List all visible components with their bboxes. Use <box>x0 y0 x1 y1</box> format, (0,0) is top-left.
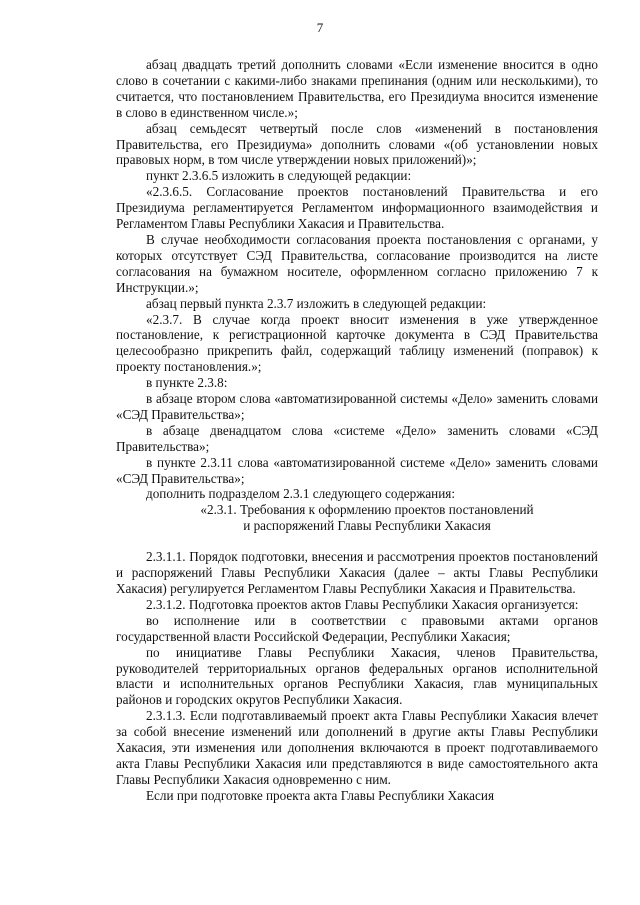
paragraph: абзац двадцать третий дополнить словами «Если изменение вносится в одно слово в сочетании с какими-либо знаками препинания (одним или несколькими), то считается, что постановлением Правительства, его Президиума вносится изменение в слово в единственном числе.»; <box>116 57 598 120</box>
paragraph: Если при подготовке проекта акта Главы Республики Хакасия <box>146 787 495 803</box>
paragraph: абзац первый пункта 2.3.7 изложить в следующей редакции: <box>146 295 487 311</box>
paragraph: в пункте 2.3.8: <box>146 375 228 391</box>
paragraph: в пункте 2.3.11 слова «автоматизированной системе «Дело» заменить словами «СЭД Правительства»; <box>116 454 598 486</box>
paragraph: абзац семьдесят четвертый после слов «изменений в постановления Правительства, его Президиума» дополнить словами «(об установлении новых правовых норм, в том числе утверждении новых приложений)»; <box>116 120 598 168</box>
paragraph: пункт 2.3.6.5 изложить в следующей редакции: <box>146 168 412 184</box>
page-number: 7 <box>316 20 324 35</box>
paragraph: во исполнение или в соответствии с правовыми актами органов государственной власти Российской Федерации, Республики Хакасия; <box>116 612 598 644</box>
section-heading-line: «2.3.1. Требования к оформлению проектов постановлений <box>200 502 534 518</box>
paragraph: «2.3.7. В случае когда проект вносит изменения в уже утвержденное постановление, к регистрационной карточке документа в СЭД Правительства целесообразно прикрепить файл, содержащий таблицу изменений (поправок) к проекту постановления.»; <box>116 311 598 375</box>
paragraph: В случае необходимости согласования проекта постановления с органами, у которых отсутствует СЭД Правительства, согласование производится на листе согласования на бумажном носителе, оформленном согласно приложению 7 к Инструкции.»; <box>116 231 598 295</box>
paragraph: по инициативе Главы Республики Хакасия, членов Правительства, руководителей территориальных органов федеральных органов исполнительной власти и исполнительных органов Республики Хакасия, глав муниципальных районов и городских округов Республики Хакасия. <box>116 644 598 708</box>
document-body <box>116 57 598 804</box>
section-heading-line: и распоряжений Главы Республики Хакасия <box>243 518 491 534</box>
paragraph: 2.3.1.2. Подготовка проектов актов Главы Республики Хакасия организуется: <box>146 596 579 612</box>
paragraph: дополнить подразделом 2.3.1 следующего содержания: <box>146 486 456 502</box>
paragraph: в абзаце двенадцатом слова «системе «Дело» заменить словами «СЭД Правительства»; <box>116 422 598 454</box>
paragraph: 2.3.1.1. Порядок подготовки, внесения и рассмотрения проектов постановлений и распоряжений Главы Республики Хакасия (далее – акты Главы Республики Хакасия) регулируется Регламентом Главы Республики Хакасия и Правительства. <box>116 549 598 596</box>
paragraph: 2.3.1.3. Если подготавливаемый проект акта Главы Республики Хакасия влечет за собой внесение изменений или дополнений в другие акты Главы Республики Хакасия, эти изменения или дополнения включаются в проект подготавливаемого акта Главы Республики Хакасия или представляются в виде самостоятельного акта Главы Республики Хакасия одновременно с ним. <box>116 708 598 787</box>
spacer <box>116 534 598 549</box>
paragraph: «2.3.6.5. Согласование проектов постановлений Правительства и его Президиума регламентируется Регламентом информационного взаимодействия и Регламентом Главы Республики Хакасия и Правительства. <box>116 184 598 232</box>
paragraph: в абзаце втором слова «автоматизированной системы «Дело» заменить словами «СЭД Правительства»; <box>116 391 598 422</box>
